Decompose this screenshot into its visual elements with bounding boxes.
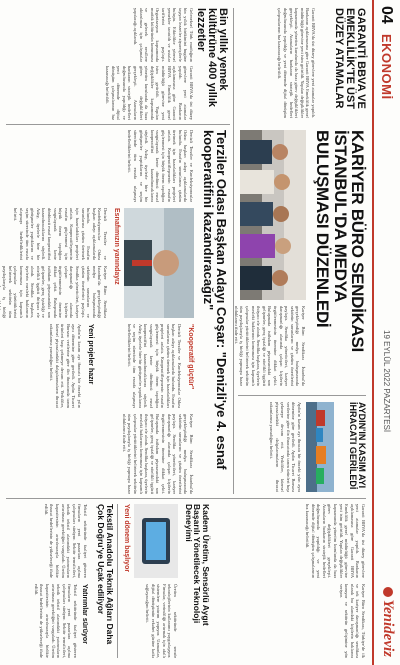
candidate-photo bbox=[124, 208, 194, 318]
right-story-photo bbox=[306, 402, 334, 492]
left-story-body: Garanti BBVA'da üst düzey görevlere yeni atamalar yapıldı. Bankanın açıklamasına göre Garanti BBVA Emeklilik genel müdürlüğü görevine yeni isim getirildi. Yapılan değişiklikler kapsamında yönetim kurulunda da bazı görev değişiklikleri gerçekleşti. Atamaların bankanın stratejik hedefleri doğrultusunda yapıldığı ve yeni dönemde dijital dönüşüm çalışmalarının hız kazanacağı belirtildi. bbox=[277, 8, 316, 118]
main-story-headline: KARİYER BÜRO SENDİKASI İSTANBUL'DA MEDYA BULUŞMASI DÜZENLEDİ bbox=[313, 130, 367, 352]
section-divider bbox=[233, 8, 234, 494]
bottom-story-subhead-1: Esnafımızın yanındayız bbox=[113, 208, 120, 285]
bottom-story-body-4: Denizli Terziler ve Konfeksiyoncular Odası başkan adayı açıklamalarda bulundu. Esnafın sorunlarına çözüm üretmek için hazırladıkları projeleri anlattı. Kooperatifleşmenin esnafın güçlenmesi için büyük önem taşıdığını vurgulayarak kente dördüncü esnaf kooperatifini kazandıracaklarını söyledi. Aday, üyelerle bire bir görüşmeler yaptıklarını ve seçim sürecinde tüm esnafa ulaşmayı hedeflediklerini belirtti. bbox=[126, 324, 182, 408]
newspaper-logo bbox=[379, 587, 396, 658]
logo-text: Yenideviz bbox=[380, 599, 396, 657]
section-divider bbox=[117, 504, 118, 658]
main-story-photo bbox=[240, 130, 306, 300]
right-column-body-top: Garanti BBVA'da üst düzey görevlere yeni atamalar yapıldı. Bankanın açıklamasına göre Garanti BBVA Emeklilik genel müdürlüğü görevine yeni isim getirildi. Yapılan değişiklikler kapsamında yönetim kurulunda da bazı görev değişiklikleri gerçekleşti. Atamaların bankanın stratejik hedefleri doğrultusunda yapıldığı ve yeni dönemde dijital dönüşüm çalışmalarının hız kazanacağı belirtildi. bbox=[305, 504, 366, 578]
page-number: 04 bbox=[378, 6, 395, 24]
right-column-headline: Tekstil Anadolu Teknik Ağları Daha Çok Doğru'ye Uçak ediliyor bbox=[96, 504, 115, 645]
far-left-story-body-1: Geleneksel Türk mutfağının bin yıllık birikimini bugüne taşıyan lezzetler ziyaretçilerle buluştu. Etkinlikte yöresel yemekler tanıtıldı ve ustalar tariflerini paylaştı. Organizasyon kapsamında mutfak kültürünün korunması ve gelecek nesillere aktarılması için çalışmalar yapılacağı açıklandı. bbox=[133, 8, 194, 62]
right-column-body-2: Tekstil sektöründe faaliyet gösteren firmaların yeni pazarlara açılma çalışmaları sürüyor. Sektör temsilcileri, teknik tekstil alanındaki yatırımların artırılması gerektiğini vurguladı. Üretim kapasitesinin artırılmasıyla birlikte ihracat hedeflerinin de yükseleceği ifade edildi. bbox=[33, 584, 78, 658]
port-photo bbox=[306, 402, 334, 492]
issue-date: 19 EYLÜL 2022 PAZARTESİ bbox=[382, 330, 391, 433]
masthead bbox=[372, 0, 400, 665]
right-story-headline: AYDIN'IN KASIM AYI İHRACATI GERİLEDİ bbox=[347, 402, 367, 490]
mid-story-headline: Kadem Üretim, Sensörlü Aygıt Başarılı Yönetilecek Teknoloji Deneyimi bbox=[183, 504, 211, 626]
column-divider bbox=[6, 498, 366, 499]
bottom-story-headline: Terziler Odası Başkan Adayı Coşar: "Denizli'ye 4. esnaf kooperatifini kazandıracağız" bbox=[200, 130, 229, 470]
bottom-story-subhead-3: Yeni projeler hazır bbox=[87, 324, 94, 385]
left-story-headline: GARANTİ BBVA VE EMEKLİLİK'TE ÜST DÜZEY ATAMALAR bbox=[332, 8, 367, 110]
logo-mark-icon bbox=[383, 587, 393, 597]
device-photo bbox=[134, 504, 178, 578]
right-story-body: Aydın'ın kasım ayı ihracatı bir önceki yılın aynı dönemine göre geriledi. Aydın Ticaret Borsası verilerine göre ilin ihracatında tarım ürünleri başı çekmeye devam etti. Yetkililer, küresel piyasalardaki dalgalanmaların ihracat rakamlarına yansıdığını belirtti. bbox=[269, 402, 302, 492]
section-label: EKONOMİ bbox=[379, 34, 394, 100]
right-column-subhead: Yatırımlar sürüyor bbox=[81, 584, 88, 644]
mid-story-subhead: Yeni dönem başlıyor bbox=[123, 504, 130, 573]
mid-story-photo bbox=[134, 504, 178, 578]
right-column-body-top-2: Kariyer Büro Sendikası, Türkiye'de ilk ve tek kariyer danışmanlığı sendikası olarak bu alandaki kişilerin haklarını koruyor ve sektörün gelişimine yön veriyor. bbox=[338, 584, 366, 658]
main-story-body: Kariyer Büro Sendikası İstanbul'da gerçekleştirdiği medya buluşmasında sektörün sorunlarını ve çözüm önerilerini paylaştı. Sendika yöneticileri, kariyer danışmanlığı alanında çalışan kişilerin örgütlenmesinin önemine dikkat çekti. Buluşmada istihdam piyasasındaki son gelişmeler, genç işsizliği ve nitelikli işgücü ihtiyacı ele alındı. Sendika başkanı, üyelerin mesleki haklarının korunması için kapsamlı çalışmalar yürüttüklerini belirterek sektörün tüm paydaşlarıyla iş birliği yapmaya hazır olduklarını ifade etti. bbox=[233, 306, 306, 386]
column-divider bbox=[6, 124, 230, 125]
far-left-story-headline: Bin yıllık yemek kültürüne 400 yıllık lezzetler bbox=[194, 8, 229, 108]
bottom-story-subhead-2: "Kooperatif güçtür" bbox=[187, 324, 194, 390]
far-left-story-body-2: Garanti BBVA'da üst düzey görevlere yeni atamalar yapıldı. Bankanın açıklamasına göre Garanti BBVA Emeklilik genel müdürlüğü görevine yeni isim getirildi. Yapılan değişiklikler kapsamında yönetim kurulunda da bazı görev değişiklikleri gerçekleşti. Atamaların bankanın stratejik hedefleri doğrultusunda yapıldığı ve yeni dönemde dijital dönüşüm çalışmalarının hız kazanacağı belirtildi. bbox=[105, 66, 194, 120]
right-column-body-1: Tekstil sektöründe faaliyet gösteren firmaların yeni pazarlara açılma çalışmaları sürüyor. Sektör temsilcileri, teknik tekstil alanındaki yatırımların artırılması gerektiğini vurguladı. Üretim kapasitesinin artırılmasıyla birlikte ihracat hedeflerinin de yükseleceği ifade edildi. bbox=[43, 504, 88, 578]
mid-story-body: Üretim sektöründe sensör teknolojilerinin kullanımı yaygınlaşıyor. Firmalar, verimliliği artırmak için akıllı sistemlere yatırım yapıyor. Uzmanlar, dijital dönüşümün rekabet gücüne katkı sağlayacağını belirtti. bbox=[145, 584, 178, 658]
bottom-story-body-5: Aydın'ın kasım ayı ihracatı bir önceki yılın aynı dönemine göre geriledi. Aydın Ticaret Borsası verilerine göre ilin ihracatında tarım ürünleri başı çekmeye devam etti. Yetkililer, küresel piyasalardaki dalgalanmaların ihracat rakamlarına yansıdığını belirtti. bbox=[49, 324, 82, 408]
bottom-story-body-1: Denizli Terziler ve Konfeksiyoncular Odası başkan adayı açıklamalarda bulundu. Esnafın sorunlarına çözüm üretmek için hazırladıkları projeleri anlattı. Kooperatifleşmenin esnafın güçlenmesi için büyük önem taşıdığını vurgulayarak kente dördüncü esnaf kooperatifini kazandıracaklarını söyledi. Aday, üyelerle bire bir görüşmeler yaptıklarını ve seçim sürecinde tüm esnafa ulaşmayı hedeflediklerini belirtti. bbox=[127, 130, 194, 202]
bottom-story-body-2: Denizli Terziler ve Konfeksiyoncular Odası başkan adayı açıklamalarda bulundu. Esnafın sorunlarına çözüm üretmek için hazırladıkları projeleri anlattı. Kooperatifleşmenin esnafın güçlenmesi için büyük önem taşıdığını vurgulayarak kente dördüncü esnaf kooperatifini kazandıracaklarını söyledi. Aday, üyelerle bire bir görüşmeler yaptıklarını ve seçim sürecinde tüm esnafa ulaşmayı hedeflediklerini belirtti. bbox=[13, 208, 108, 260]
person-photo bbox=[124, 208, 194, 318]
bottom-story-body-6: Kariyer Büro Sendikası İstanbul'da gerçekleştirdiği medya buluşmasında sektörün sorunlarını ve çözüm önerilerini paylaştı. Sendika yöneticileri, kariyer danışmanlığı alanında çalışan kişilerin örgütlenmesinin önemine dikkat çekti. Buluşmada istihdam piyasasındaki son gelişmeler, genç işsizliği ve nitelikli işgücü ihtiyacı ele alındı. Sendika başkanı, üyelerin mesleki haklarının korunması için kapsamlı çalışmalar yürüttüklerini belirterek sektörün tüm paydaşlarıyla iş birliği yapmaya hazır olduklarını ifade etti. bbox=[121, 414, 194, 494]
people-photo bbox=[240, 130, 306, 300]
column-divider bbox=[238, 395, 366, 396]
bottom-story-body-3: Kariyer Büro Sendikası İstanbul'da gerçekleştirdiği medya buluşmasında sektörün sorunlarını ve çözüm önerilerini paylaştı. Sendika yöneticileri, kariyer danışmanlığı alanında çalışan kişilerin örgütlenmesinin önemine dikkat çekti. Buluşmada istihdam piyasasındaki son gelişmeler, genç işsizliği ve nitelikli işgücü ihtiyacı ele alındı. Sendika başkanı, üyelerin mesleki haklarının korunması için kapsamlı çalışmalar yürüttüklerini belirterek sektörün tüm paydaşlarıyla iş birliği bbox=[2, 266, 108, 318]
